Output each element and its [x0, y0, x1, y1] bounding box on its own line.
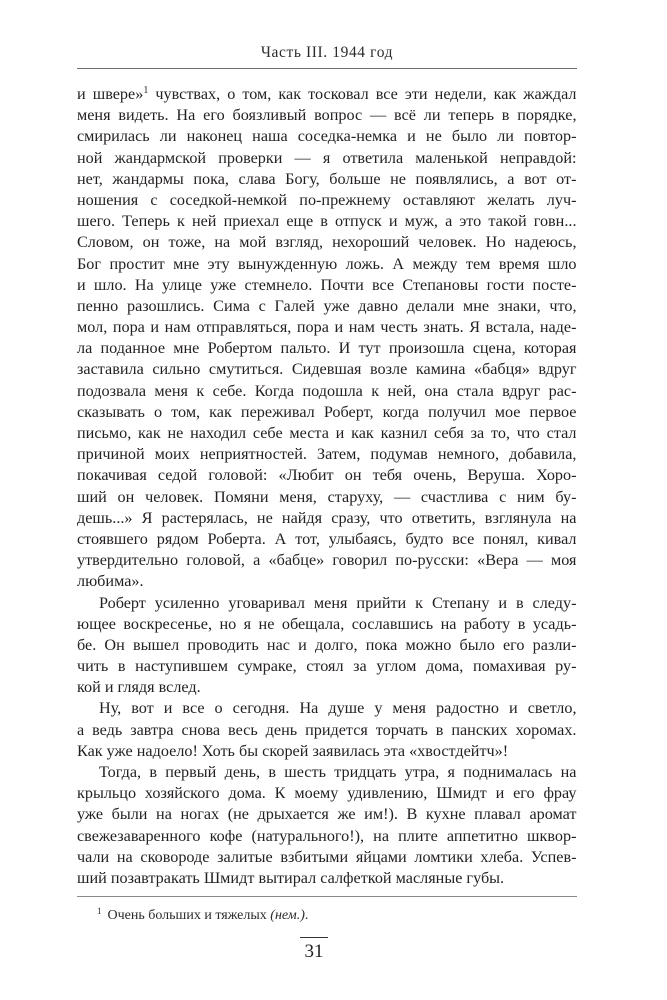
text-line: ший он человек. Помяни меня, старуху, — счастлива с ним бу- — [77, 487, 577, 506]
text-line: подозвала меня к себе. Когда подошла к ней, она стала вдруг рас- — [77, 381, 577, 400]
text-line: кой и глядя вслед. — [77, 678, 201, 697]
text-line: сказывать о том, как переживал Роберт, когда получил мое первое — [77, 402, 577, 421]
text-line: стоявшего рядом Роберта. А тот, улыбаясь, будто все понял, кивал — [77, 529, 577, 548]
page-number-rule — [300, 937, 328, 938]
text-line: бе. Он вышел проводить нас и долго, пока можно было его разли- — [77, 635, 577, 654]
text-line: шего. Теперь к ней приехал еще в отпуск и муж, а это такой говн... — [77, 212, 577, 231]
footnote-text: Очень больших и тяжелых — [107, 908, 271, 923]
footnote-reference[interactable]: 1 — [143, 85, 149, 96]
running-head: Часть III. 1944 год — [260, 44, 394, 61]
text-line: ной жандармской проверки — я ответила маленькой неправдой: — [77, 148, 577, 167]
paragraph-2 — [77, 593, 577, 699]
text-line: свежезаваренного кофе (натурального!), на плите аппетитно шквор- — [77, 826, 577, 845]
text-line: любима». — [77, 572, 144, 591]
footnote-rule — [77, 896, 577, 897]
text-line: чали на сковороде залитые взбитыми яйцами ломтики хлеба. Успев- — [77, 847, 577, 866]
text-line: Ну, вот и все о сегодня. На душе у меня радостно и светло, — [99, 699, 577, 718]
paragraph-4 — [77, 762, 577, 889]
text-line: Словом, он тоже, на мой взгляд, нехороший человек. Но надеюсь, — [77, 233, 577, 252]
text-line: письмо, как не находил себе места и как казнил себя за то, что стал — [77, 424, 577, 442]
footnote-italic: (нем.) — [270, 908, 305, 923]
text-line: Тогда, в первый день, в шесть тридцать утра, я поднималась на — [99, 763, 577, 781]
text-line: утвердительно головой, а «бабце» говорил по-русски: «Вера — моя — [77, 551, 577, 570]
paragraph-3 — [77, 698, 577, 762]
text-line: нет, жандармы пока, слава Богу, больше не появлялись, а вот от- — [77, 169, 577, 188]
page-number: 31 — [304, 941, 324, 962]
text-line: Как уже надоело! Хоть бы скорей заявилась эта «хвостдейтч»! — [77, 741, 509, 760]
text-line: Роберт усиленно уговаривал меня прийти к Степану и в следу- — [99, 593, 577, 612]
text-line: заставила сильно смутиться. Сидевшая возле камина «бабця» вдруг — [77, 360, 577, 379]
text-line: меня видеть. На его боязливый вопрос — всё ли теперь в порядке, — [77, 106, 577, 125]
body-text — [77, 84, 577, 889]
text-line: уже были на ногах (не дрыхается же им!). В кухне плавал аромат — [77, 805, 577, 824]
text-segment: чувствах, о том, как тосковал все эти недели, как жаждал — [148, 85, 577, 103]
text-line — [77, 84, 577, 105]
text-line: ношения с соседкой-немкой по-прежнему оставляют желать луч- — [77, 190, 577, 209]
text-line: ла поданное мне Робертом пальто. И тут произошла сцена, которая — [77, 339, 577, 358]
footnote-tail: . — [304, 908, 309, 923]
header-rule — [77, 68, 577, 69]
footnote — [97, 903, 308, 924]
text-segment: и швере» — [77, 85, 144, 103]
text-line: ющее воскресенье, но я не обещала, сославшись на работу в усадь- — [77, 614, 577, 633]
text-line: и шло. На улице уже стемнело. Почти все Степановы гости посте- — [77, 275, 577, 294]
text-line: крыльцо хозяйского дома. К моему удивлению, Шмидт и его фрау — [77, 784, 577, 803]
text-line: мол, пора и нам отправляться, пора и нам честь знать. Я встала, наде- — [77, 318, 577, 337]
text-line: Бог простит мне эту вынужденную ложь. А между тем время шло — [77, 254, 577, 273]
text-line: пенно разошлись. Сима с Галей уже давно делали мне знаки, что, — [77, 296, 577, 315]
paragraph-1 — [77, 84, 577, 593]
text-line: а ведь завтра снова весь день придется торчать в панских хоромах. — [77, 720, 577, 739]
text-line: ший позавтракать Шмидт вытирал салфеткой масляные губы. — [77, 868, 505, 887]
footnote-mark: 1 — [97, 906, 102, 916]
text-line: чить в наступившем сумраке, стоял за углом дома, помахивая ру- — [77, 657, 577, 676]
text-line: причиной моих неприятностей. Затем, подумав немного, добавила, — [77, 445, 577, 464]
text-line: смирилась ли наконец наша соседка-немка и не было ли повтор- — [77, 127, 577, 146]
text-line: покачивая седой головой: «Любит он тебя очень, Веруша. Хоро- — [77, 466, 577, 485]
text-line: дешь...» Я растерялась, не найдя сразу, что ответить, взглянула на — [77, 508, 577, 527]
